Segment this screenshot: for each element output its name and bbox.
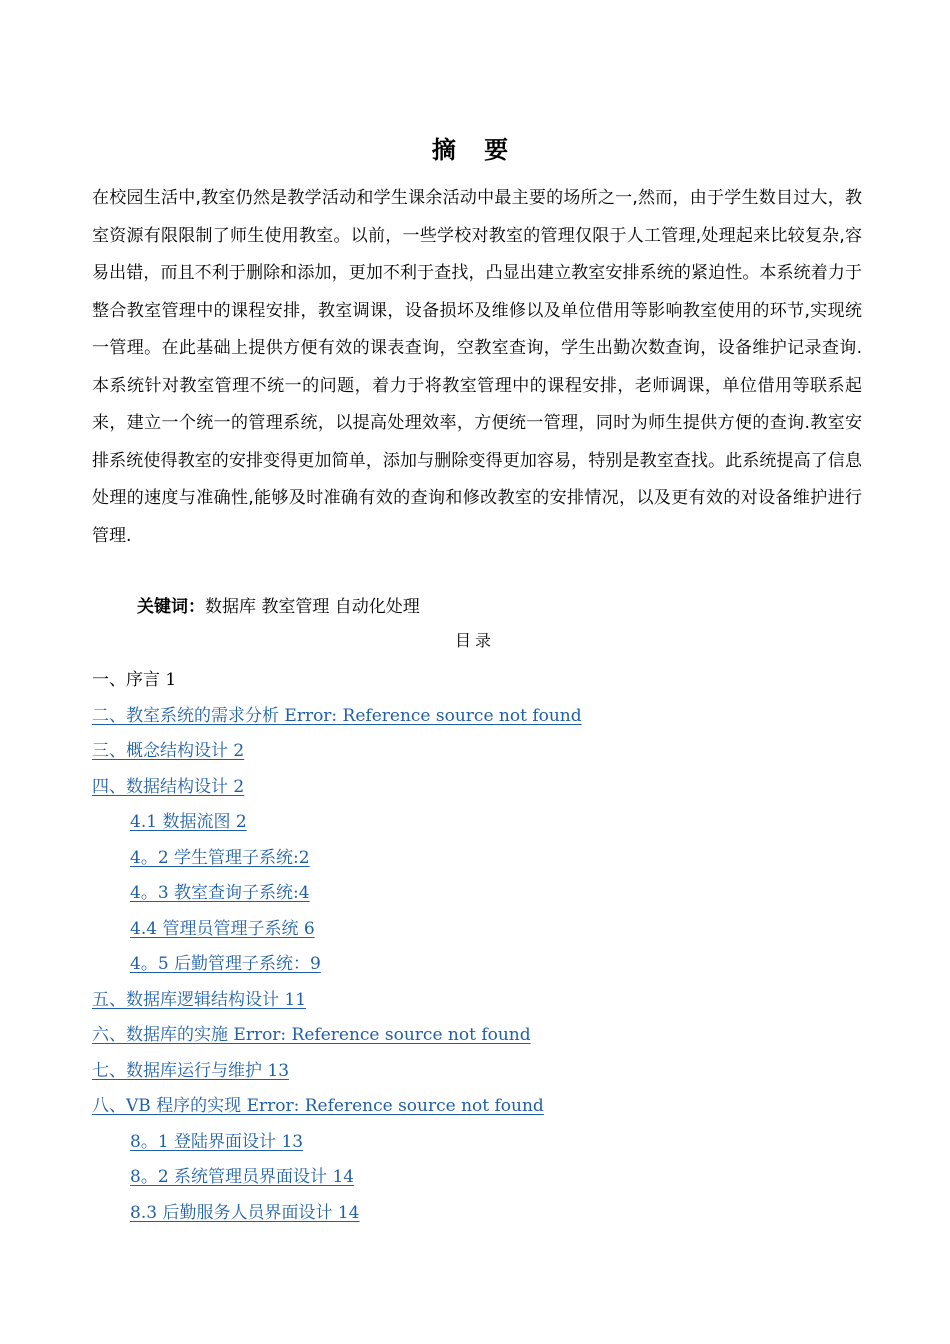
toc-entry[interactable] <box>0 1125 950 1161</box>
toc-link[interactable]: 8。2 系统管理员界面设计 14 <box>130 1167 355 1187</box>
page-title: 摘 要 <box>431 136 519 164</box>
keywords-value: 数据库 教室管理 自动化处理 <box>205 597 420 617</box>
toc-link[interactable]: 五、数据库逻辑结构设计 11 <box>92 989 307 1010</box>
toc-entry[interactable] <box>0 1160 950 1196</box>
keywords-line <box>137 592 420 622</box>
toc-entry-text: 一、序言 1 <box>92 670 177 690</box>
toc-entry[interactable] <box>0 983 950 1019</box>
toc-link[interactable]: 二、教室系统的需求分析 Error: Reference source not found <box>92 705 582 726</box>
toc-link[interactable]: 4.1 数据流图 2 <box>130 812 247 832</box>
toc-entry[interactable] <box>0 770 950 806</box>
toc-heading: 目录 <box>454 631 495 650</box>
toc-link[interactable]: 六、数据库的实施 Error: Reference source not found <box>92 1025 531 1045</box>
toc-entry[interactable] <box>0 805 950 841</box>
toc-entry[interactable] <box>0 699 950 735</box>
toc-link[interactable]: 4。3 教室查询子系统:4 <box>130 883 310 903</box>
toc-link[interactable]: 八、VB 程序的实现 Error: Reference source not found <box>92 1096 544 1116</box>
toc-link[interactable]: 4.4 管理员管理子系统 6 <box>130 918 315 939</box>
toc-entry[interactable] <box>0 912 950 948</box>
keywords-label: 关键词： <box>137 597 205 617</box>
toc-entry[interactable] <box>0 947 950 983</box>
toc-entry[interactable] <box>0 1018 950 1054</box>
toc-entry[interactable] <box>0 841 950 877</box>
toc-entry[interactable] <box>0 876 950 912</box>
toc-link[interactable]: 七、数据库运行与维护 13 <box>92 1060 290 1081</box>
abstract-paragraph: 在校园生活中,教室仍然是教学活动和学生课余活动中最主要的场所之一,然而，由于学生数目过大，教室资源有限限制了师生使用教室。以前，一些学校对教室的管理仅限于人工管理,处理起来比较复杂,容易出错，而且不利于删除和添加，更加不利于查找，凸显出建立教室安排系统的紧迫性。本系统着力于整合教室管理中的课程安排，教室调课，设备损坏及维修以及单位借用等影响教室使用的环节,实现统一管理。在此基础上提供方便有效的课表查询，空教室查询，学生出勤次数查询，设备维护记录查询.本系统针对教室管理不统一的问题，着力于将教室管理中的课程安排，老师调课，单位借用等联系起来，建立一个统一的管理系统，以提高处理效率，方便统一管理，同时为师生提供方便的查询.教室安排系统使得教室的安排变得更加简单，添加与删除变得更加容易，特别是教室查找。此系统提高了信息处理的速度与准确性,能够及时准确有效的查询和修改教室的安排情况，以及更有效的对设备维护进行管理. <box>92 188 862 546</box>
toc-link[interactable]: 8。1 登陆界面设计 13 <box>130 1131 304 1152</box>
toc-link[interactable]: 8.3 后勤服务人员界面设计 14 <box>130 1202 360 1223</box>
toc-link[interactable]: 4。5 后勤管理子系统：9 <box>130 954 321 974</box>
toc-entry[interactable] <box>0 1196 950 1232</box>
table-of-contents <box>0 663 950 1231</box>
toc-entry <box>0 663 950 699</box>
toc-entry[interactable] <box>0 734 950 770</box>
toc-link[interactable]: 4。2 学生管理子系统:2 <box>130 847 310 868</box>
toc-entry[interactable] <box>0 1054 950 1090</box>
toc-link[interactable]: 四、数据结构设计 2 <box>92 776 245 797</box>
toc-entry[interactable] <box>0 1089 950 1125</box>
toc-link[interactable]: 三、概念结构设计 2 <box>92 741 245 761</box>
